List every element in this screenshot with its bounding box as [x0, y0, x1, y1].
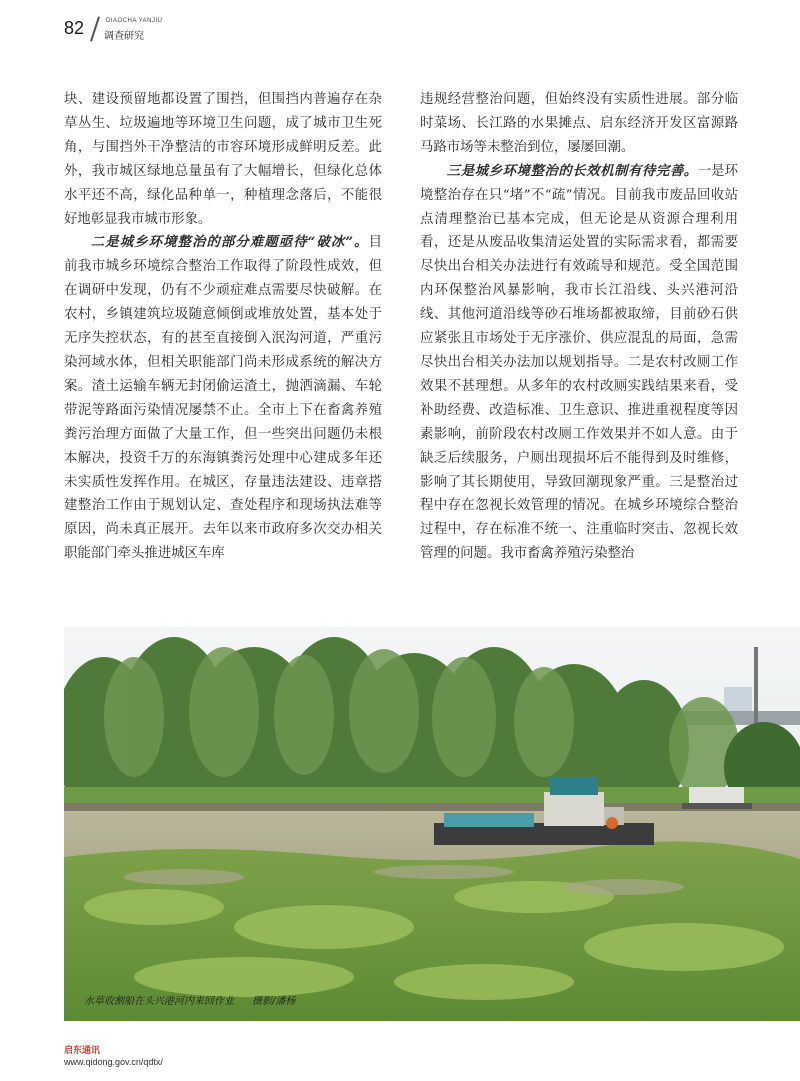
paragraph: 违规经营整治问题，但始终没有实质性进展。部分临时菜场、长江路的水果摊点、启东经济开发区富源路马路市场等未整治到位，屡屡回潮。	[420, 92, 738, 155]
paragraph-body: 目前我市城乡环境综合整治工作取得了阶段性成效，但在调研中发现，仍有不少顽症难点需要尽快破解。在农村，乡镇建筑垃圾随意倾倒或堆放处置，基本处于无序失控状态，有的甚至直接倒入泯沟河道，严重污染河域水体，但相关职能部门尚未形成系统的解决方案。渣土运输车辆无封闭偷运渣土，抛洒滴漏、车轮带泥等路面污染情况屡禁不止。全市上下在畜禽养殖粪污治理方面做了大量工作，但一些突出问题仍未根本解决，投资千万的东海镇粪污处理中心建成多年还未实质性发挥作用。在城区，存量违法建设、违章搭建整治工作由于规划认定、查处程序和现场执法难等原因，尚未真正展开。去年以来市政府多次交办相关职能部门牵头推进城区车库	[64, 235, 382, 562]
page-number: 82	[64, 18, 85, 38]
right-column	[420, 88, 738, 566]
footer-url: www.qidong.gov.cn/qdtx/	[64, 1057, 163, 1067]
caption-text: 水草收割船在头兴港河内来回作业	[84, 996, 234, 1007]
section-title: 调查研究	[104, 31, 144, 42]
paragraph-heading: 三是城乡环境整治的长效机制有待完善。	[446, 162, 698, 179]
publication-name: 启东通讯	[64, 1046, 101, 1056]
page-footer	[64, 1043, 163, 1067]
paragraph: 块、建设预留地都设置了围挡，但围挡内普遍存在杂草丛生、垃圾遍地等环境卫生问题，成了城市卫生死角，与围挡外干净整洁的市容环境形成鲜明反差。此外，我市城区绿地总量虽有了大幅增长，但绿化总体水平还不高，绿化品种单一，种植理念落后，不能很好地彰显我市城市形象。	[64, 92, 382, 227]
section-title-en: DIAOCHA YANJIU	[106, 18, 163, 24]
left-column	[64, 88, 382, 566]
paragraph-body: 一是环境整治存在只“堵”不“疏”情况。目前我市废品回收站点清理整治已基本完成，但无论是从资源合理利用看，还是从废品收集清运处置的实际需求看，都需要尽快出台相关办法进行有效疏导和规范。受全国范围内环保整治风暴影响，我市长江沿线、头兴港河沿线、其他河道沿线等砂石堆场都被取缔，目前砂石供应紧张且市场处于无序涨价、供应混乱的局面，急需尽快出台相关办法加以规划指导。二是农村改厕工作效果不甚理想。从多年的农村改厕实践结果来看，受补助经费、改造标准、卫生意识、推进重视程度等因素影响，前阶段农村改厕工作效果并不如人意。由于缺乏后续服务，户厕出现损坏后不能得到及时维修，影响了其长期使用，导致回潮现象严重。三是整治过程中存在忽视长效管理的情况。在城乡环境综合整治过程中，存在标准不统一、注重临时突击、忽视长效管理的问题。我市畜禽养殖污染整治	[420, 163, 739, 562]
photo-credit: 摄影/潘杨	[252, 996, 296, 1007]
paragraph-heading: 二是城乡环境整治的部分难题亟待“破冰”。	[90, 234, 369, 251]
river-photo	[64, 627, 800, 1021]
paragraph	[420, 160, 738, 566]
photo-caption	[84, 992, 295, 1007]
paragraph	[64, 231, 382, 566]
header-divider	[90, 16, 100, 41]
page-header	[64, 18, 264, 44]
